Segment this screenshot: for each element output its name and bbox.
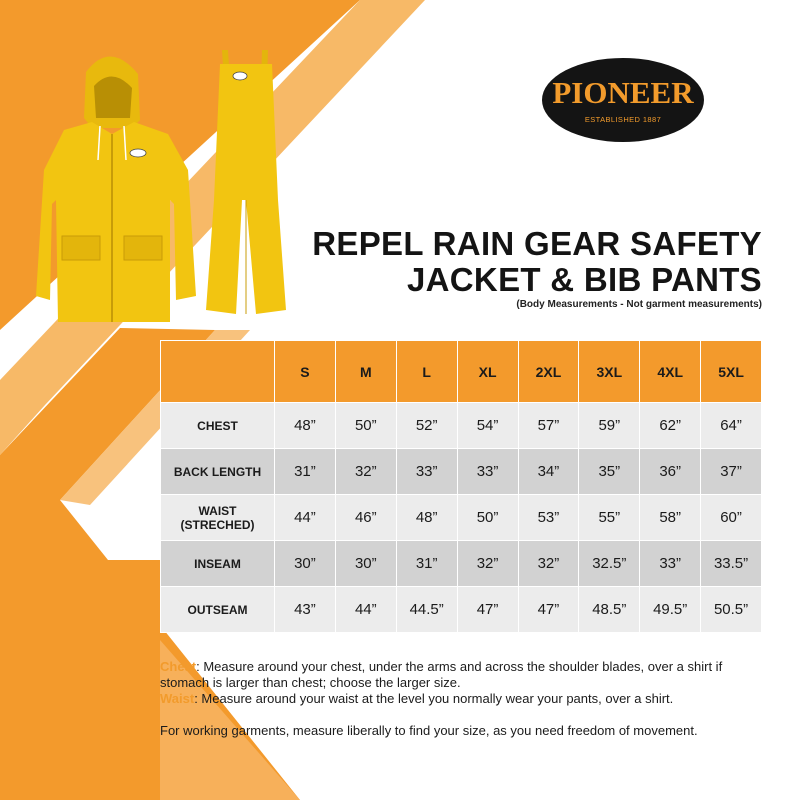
table-cell: 62”	[640, 403, 701, 449]
size-chart-table	[160, 340, 762, 633]
size-header: L	[396, 341, 457, 403]
table-cell: 33.5”	[701, 541, 762, 587]
table-row	[161, 403, 762, 449]
pioneer-logo	[542, 58, 704, 142]
table-cell: 33”	[640, 541, 701, 587]
waist-term: Waist	[160, 691, 195, 706]
size-header: M	[335, 341, 396, 403]
row-label: INSEAM	[161, 541, 275, 587]
table-cell: 48”	[396, 495, 457, 541]
table-cell: 50”	[335, 403, 396, 449]
table-cell: 31”	[275, 449, 336, 495]
table-cell: 49.5”	[640, 587, 701, 633]
row-label: OUTSEAM	[161, 587, 275, 633]
header-corner-cell	[161, 341, 275, 403]
chest-term: Chest	[160, 659, 197, 674]
page-title-line1: REPEL RAIN GEAR SAFETY	[312, 225, 762, 262]
row-label	[161, 495, 275, 541]
notes-spacer	[160, 707, 770, 723]
size-header: XL	[457, 341, 518, 403]
size-header: 2XL	[518, 341, 579, 403]
table-row	[161, 587, 762, 633]
row-label: CHEST	[161, 403, 275, 449]
row-label-line: (STRECHED)	[180, 517, 255, 532]
table-cell: 54”	[457, 403, 518, 449]
table-cell: 55”	[579, 495, 640, 541]
table-cell: 48”	[275, 403, 336, 449]
page-subtitle: (Body Measurements - Not garment measurements)	[516, 299, 762, 310]
row-label-line: WAIST	[198, 503, 237, 518]
working-note: For working garments, measure liberally to find your size, as you need freedom of movement.	[160, 723, 698, 738]
waist-text: : Measure around your waist at the level you normally wear your pants, over a shirt.	[194, 691, 674, 706]
orange-wedge-bottom	[0, 560, 160, 800]
table-cell: 43”	[275, 587, 336, 633]
table-cell: 36”	[640, 449, 701, 495]
table-cell: 32”	[518, 541, 579, 587]
table-cell: 37”	[701, 449, 762, 495]
table-cell: 44”	[335, 587, 396, 633]
table-cell: 30”	[275, 541, 336, 587]
page-title-line2: JACKET & BIB PANTS	[407, 261, 762, 298]
size-header-row	[161, 341, 762, 403]
table-cell: 44”	[275, 495, 336, 541]
measurement-notes	[160, 659, 770, 739]
table-cell: 53”	[518, 495, 579, 541]
size-header: 4XL	[640, 341, 701, 403]
table-cell: 35”	[579, 449, 640, 495]
table-cell: 32.5”	[579, 541, 640, 587]
table-row	[161, 541, 762, 587]
table-cell: 34”	[518, 449, 579, 495]
table-cell: 58”	[640, 495, 701, 541]
table-cell: 30”	[335, 541, 396, 587]
size-header: 5XL	[701, 341, 762, 403]
size-header: S	[275, 341, 336, 403]
row-label: BACK LENGTH	[161, 449, 275, 495]
table-cell: 46”	[335, 495, 396, 541]
waist-note	[160, 691, 770, 707]
table-cell: 32”	[457, 541, 518, 587]
table-row	[161, 495, 762, 541]
table-row	[161, 449, 762, 495]
table-cell: 60”	[701, 495, 762, 541]
table-cell: 64”	[701, 403, 762, 449]
size-header: 3XL	[579, 341, 640, 403]
chest-note	[160, 659, 770, 691]
table-cell: 44.5”	[396, 587, 457, 633]
table-cell: 31”	[396, 541, 457, 587]
table-cell: 47”	[457, 587, 518, 633]
table-cell: 52”	[396, 403, 457, 449]
table-cell: 47”	[518, 587, 579, 633]
table-cell: 33”	[396, 449, 457, 495]
chest-text: : Measure around your chest, under the arms and across the shoulder blades, over a shirt if stomach is larger than chest; choose the larger size.	[160, 659, 723, 690]
logo-wordmark: PIONEER	[552, 75, 694, 110]
table-cell: 59”	[579, 403, 640, 449]
table-cell: 33”	[457, 449, 518, 495]
logo-tagline: ESTABLISHED 1887	[584, 115, 662, 124]
table-cell: 32”	[335, 449, 396, 495]
table-cell: 50”	[457, 495, 518, 541]
table-cell: 50.5”	[701, 587, 762, 633]
table-cell: 57”	[518, 403, 579, 449]
table-cell: 48.5”	[579, 587, 640, 633]
